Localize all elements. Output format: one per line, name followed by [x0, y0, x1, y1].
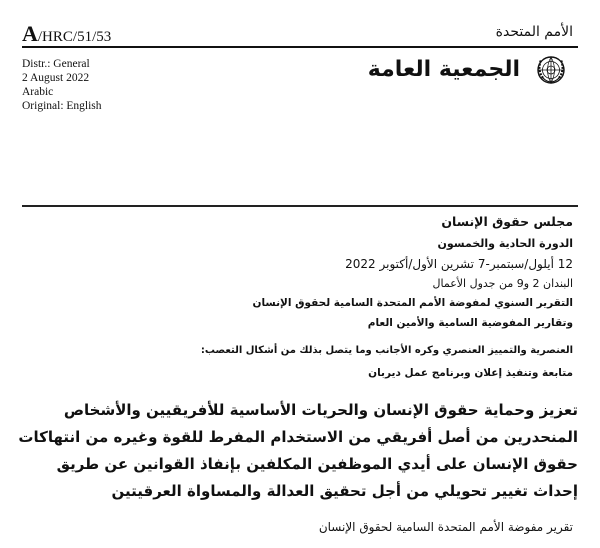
- distribution-original-language: Original: English: [22, 100, 102, 112]
- distribution-date: 2 August 2022: [22, 72, 90, 84]
- distribution-status: Distr.: General: [22, 58, 90, 70]
- header-divider: [22, 46, 578, 48]
- report-title-line-2: وتقارير المفوضية السامية والأمين العام: [367, 317, 573, 329]
- document-symbol-number: /HRC/51/53: [37, 29, 112, 45]
- un-emblem-icon: [529, 48, 573, 92]
- document-symbol: [22, 21, 111, 47]
- section-divider: [22, 205, 578, 207]
- agenda-items: البندان 2 و9 من جدول الأعمال: [432, 277, 573, 290]
- main-title-line-3: حقوق الإنسان على أيدي الموظفين المكلفين بإنفاذ القوانين عن طريق: [56, 455, 578, 473]
- distribution-language: Arabic: [22, 86, 54, 98]
- main-title-line-1: تعزيز وحماية حقوق الإنسان والحريات الأساسية للأفريقيين والأشخاص: [63, 401, 578, 419]
- document-symbol-letter: A: [22, 21, 38, 46]
- main-title-line-2: المنحدرين من أصل أفريقي من الاستخدام المفرط للقوة وغيره من انتهاكات: [18, 428, 578, 446]
- racism-title-line-2: متابعة وتنفيذ إعلان وبرنامج عمل ديربان: [368, 367, 573, 379]
- session-name: الدورة الحادية والخمسون: [437, 237, 573, 250]
- council-name: مجلس حقوق الإنسان: [441, 214, 573, 229]
- main-title-line-4: إحداث تغيير تحويلي من أجل تحقيق العدالة والمساواة العرقيتين: [111, 482, 578, 500]
- general-assembly-title: الجمعية العامة: [367, 57, 520, 82]
- session-dates: 12 أيلول/سبتمبر-7 تشرين الأول/أكتوبر 2022: [345, 257, 573, 271]
- united-nations-name: الأمم المتحدة: [495, 24, 573, 40]
- report-title-line-1: التقرير السنوي لمفوضة الأمم المتحدة السامية لحقوق الإنسان: [252, 297, 573, 309]
- distribution-info: [22, 57, 102, 113]
- report-by: تقرير مفوضة الأمم المتحدة السامية لحقوق الإنسان: [318, 520, 573, 534]
- racism-title-line-1: العنصرية والتمييز العنصري وكره الأجانب وما يتصل بذلك من أشكال التعصب:: [200, 345, 573, 356]
